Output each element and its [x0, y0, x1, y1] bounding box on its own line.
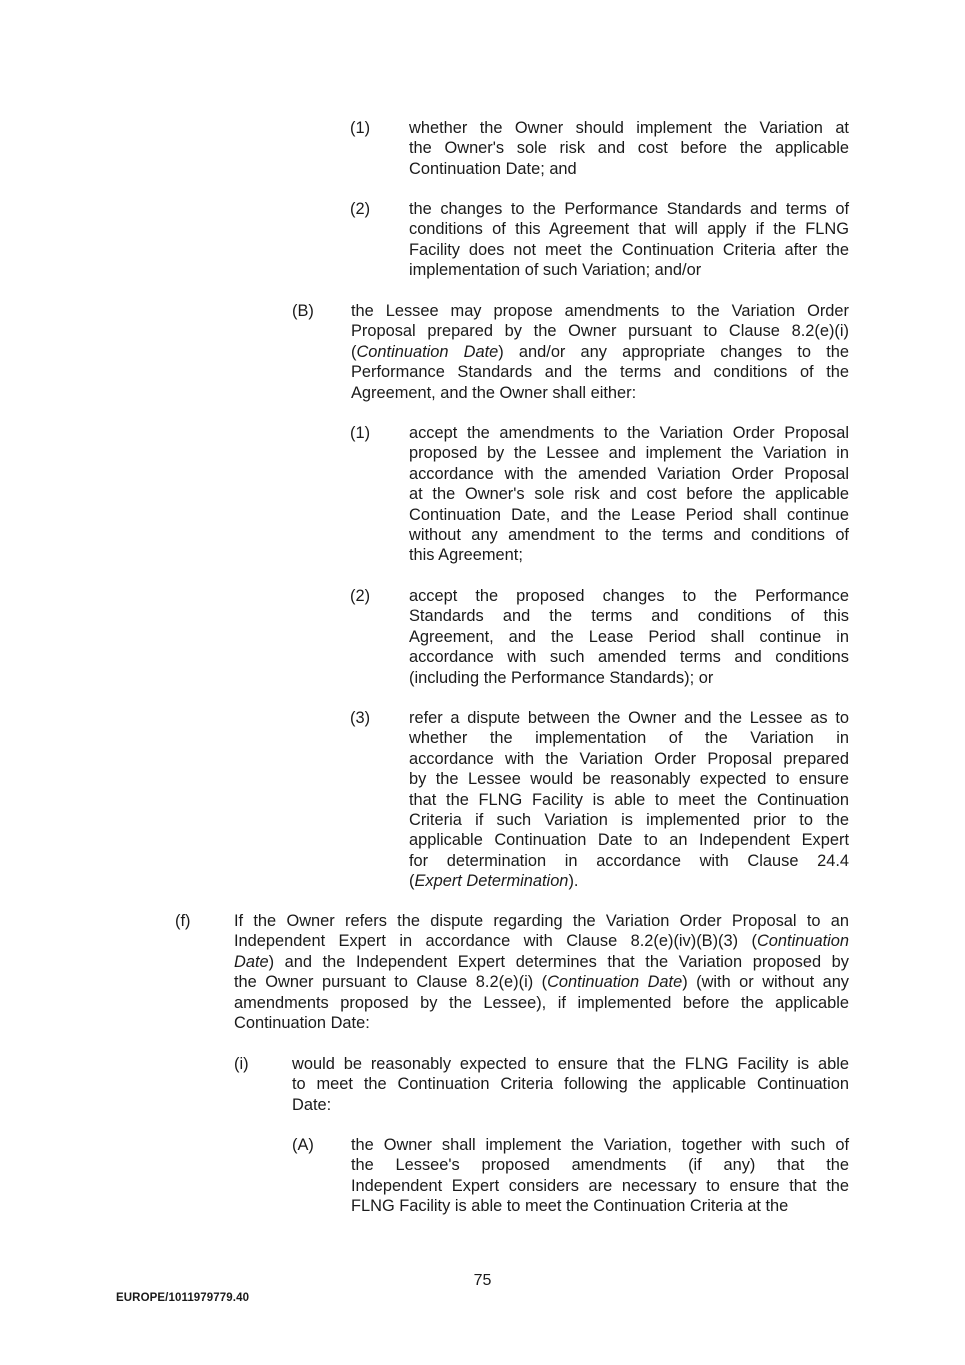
text-line: FLNG Facility is able to meet the Continuation Criteria at the — [351, 1197, 789, 1216]
text-line: Independent Expert considers are necessary to ensure that the — [351, 1176, 849, 1195]
paragraph-label: (1) — [350, 119, 371, 137]
paragraph-label: (2) — [350, 200, 371, 218]
text-line: amendments proposed by the Lessee), if implemented before the applicable — [234, 993, 849, 1012]
text-line: accept the amendments to the Variation Order Proposal — [409, 424, 849, 442]
text-line: Standards and the terms and conditions of this — [409, 607, 849, 626]
text-line: Continuation Date; and — [409, 159, 577, 178]
text-line: refer a dispute between the Owner and the Lessee as to — [409, 709, 849, 727]
text-line: Facility does not meet the Continuation Criteria after the — [409, 240, 849, 259]
paragraph-label: (3) — [350, 709, 371, 727]
paragraph-text — [409, 586, 849, 688]
text-line: Proposal prepared by the Owner pursuant to Clause 8.2(e)(i) — [351, 322, 849, 341]
text-line: applicable Continuation Date to an Independent Expert — [409, 831, 849, 850]
text-line: the Lessee may propose amendments to the Variation Order — [351, 302, 849, 320]
text-line: implementation of such Variation; and/or — [409, 261, 702, 280]
text-line: the changes to the Performance Standards and terms of — [409, 200, 849, 218]
text-line: the Lessee's proposed amendments (if any) that the — [351, 1156, 849, 1175]
paragraph-text — [409, 423, 849, 566]
paragraph-text — [409, 118, 849, 179]
paragraph-text — [409, 199, 849, 281]
text-line: the Owner shall implement the Variation, together with such of — [351, 1136, 849, 1154]
text-line: the Owner pursuant to Clause 8.2(e)(i) (Continuation Date) (with or without any — [234, 973, 850, 992]
text-line: Independent Expert in accordance with Clause 8.2(e)(iv)(B)(3) (Continuation — [234, 932, 849, 951]
paragraph-text — [292, 1054, 849, 1115]
text-line: proposed by the Lessee and implement the Variation in — [409, 444, 849, 463]
text-line: Agreement, and the Lease Period shall continue in — [409, 627, 849, 646]
text-line: would be reasonably expected to ensure that the FLNG Facility is able — [292, 1055, 849, 1073]
text-line: Performance Standards and the terms and conditions of the — [351, 363, 849, 382]
text-line: whether the implementation of the Variation in — [409, 729, 849, 748]
text-line: to meet the Continuation Criteria following the applicable Continuation — [292, 1075, 849, 1094]
text-line: Agreement, and the Owner shall either: — [351, 383, 637, 402]
text-line: without any amendment to the terms and conditions of — [409, 526, 849, 545]
text-line: accordance with the amended Variation Order Proposal — [409, 464, 849, 483]
text-line: this Agreement; — [409, 546, 523, 565]
text-line: Date: — [292, 1095, 332, 1114]
document-reference: EUROPE/1011979779.40 — [116, 1292, 250, 1304]
text-line: (Continuation Date) and/or any appropriate changes to the — [351, 342, 849, 361]
text-line: accept the proposed changes to the Performance — [409, 587, 849, 605]
text-line: for determination in accordance with Clause 24.4 — [409, 851, 849, 870]
text-line: (Expert Determination). — [409, 872, 579, 891]
paragraph-label: (i) — [234, 1055, 249, 1073]
paragraph-label: (B) — [292, 302, 314, 320]
paragraph-label: (A) — [292, 1136, 314, 1154]
text-line: accordance with such amended terms and conditions — [409, 648, 849, 667]
paragraph-text — [351, 1135, 849, 1217]
paragraph-label: (1) — [350, 424, 371, 442]
page-number: 75 — [473, 1272, 492, 1289]
text-line: accordance with the Variation Order Proposal prepared — [409, 749, 849, 768]
text-line: Date) and the Independent Expert determines that the Variation proposed by — [234, 952, 849, 971]
text-line: by the Lessee would be reasonably expected to ensure — [409, 770, 849, 789]
paragraph-text — [409, 708, 849, 892]
text-line: that the FLNG Facility is able to meet the Continuation — [409, 790, 849, 809]
text-line: Continuation Date: — [234, 1014, 370, 1033]
paragraph-label: (f) — [175, 912, 191, 930]
text-line: the Owner's sole risk and cost before the applicable — [409, 139, 849, 158]
paragraph-text — [234, 911, 849, 1033]
text-line: Continuation Date, and the Lease Period shall continue — [409, 505, 849, 524]
text-line: whether the Owner should implement the Variation at — [409, 119, 849, 137]
paragraph-label: (2) — [350, 587, 371, 605]
text-line: conditions of this Agreement that will apply if the FLNG — [409, 220, 849, 239]
text-line: (including the Performance Standards); or — [409, 668, 714, 687]
text-line: at the Owner's sole risk and cost before the applicable — [409, 485, 849, 504]
text-line: Criteria if such Variation is implemented prior to the — [409, 811, 849, 830]
text-line: If the Owner refers the dispute regarding the Variation Order Proposal to an — [234, 912, 849, 930]
paragraph-text — [351, 301, 849, 403]
